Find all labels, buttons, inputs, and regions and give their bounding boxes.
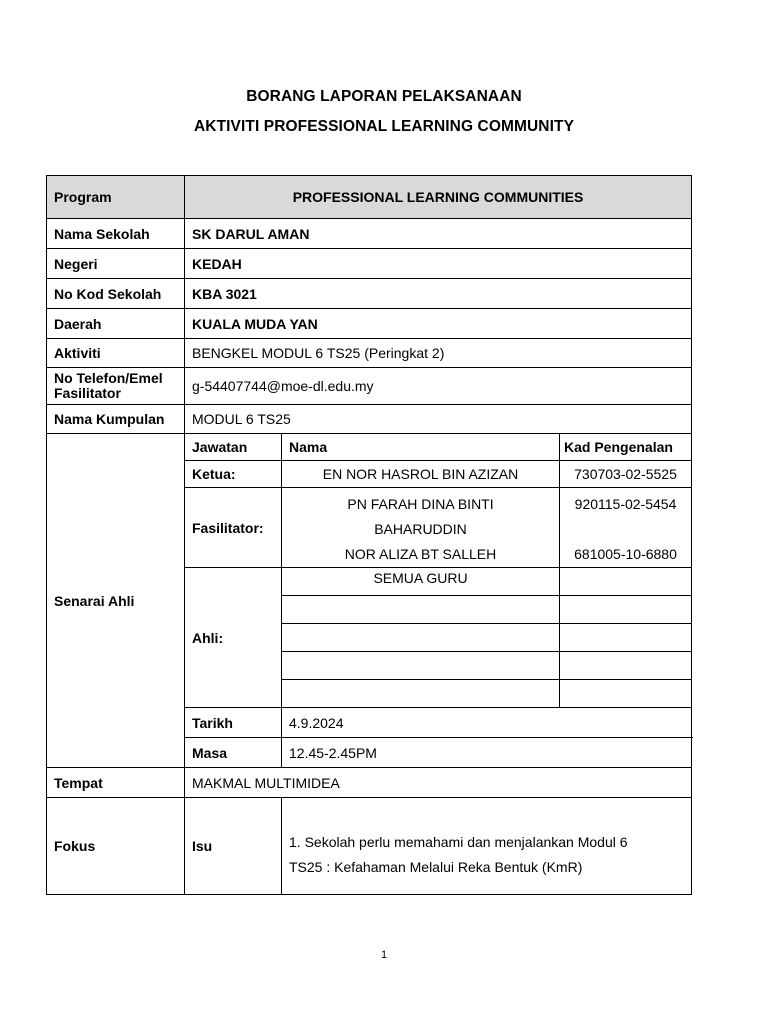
row-no-kod-sekolah [47,279,692,309]
fasilitator-role: Fasilitator: [185,488,282,568]
tarikh-label: Tarikh [185,708,282,738]
senarai-ahli-label: Senarai Ahli [47,434,185,768]
ahli-ic [560,568,692,596]
no-kod-sekolah-value: KBA 3021 [185,279,692,309]
daerah-value: KUALA MUDA YAN [185,309,692,339]
col-jawatan-header: Jawatan [185,434,282,461]
row-nama-kumpulan [47,405,692,434]
fokus-isu-text [282,798,692,895]
ahli-name: SEMUA GURU [282,568,560,596]
fokus-label: Fokus [47,798,185,895]
negeri-label: Negeri [47,249,185,279]
program-value: PROFESSIONAL LEARNING COMMUNITIES [185,176,692,219]
form-subtitle: AKTIVITI PROFESSIONAL LEARNING COMMUNITY [193,118,575,135]
nama-sekolah-label: Nama Sekolah [47,219,185,249]
ahli-ic-empty [560,624,692,652]
tarikh-value: 4.9.2024 [282,708,692,738]
ketua-ic: 730703-02-5525 [560,461,692,488]
no-kod-sekolah-label: No Kod Sekolah [47,279,185,309]
fasilitator-name1-line2: BAHARUDDIN [374,521,467,537]
program-label: Program [47,176,185,219]
masa-label: Masa [185,738,282,768]
aktiviti-label: Aktiviti [47,339,185,368]
ahli-role: Ahli: [185,568,282,708]
ahli-name-empty [282,596,560,624]
fasilitator-name1-line1: PN FARAH DINA BINTI [347,496,494,512]
nama-kumpulan-label: Nama Kumpulan [47,405,185,434]
ahli-name-empty [282,680,560,708]
masa-value: 12.45-2.45PM [282,738,692,768]
report-form-table [46,175,692,895]
row-fokus [47,798,692,895]
aktiviti-value: BENGKEL MODUL 6 TS25 (Peringkat 2) [185,339,692,368]
fasilitator-names [282,488,560,568]
row-tempat [47,768,692,798]
fokus-isu-label: Isu [185,798,282,895]
telefon-value: g-54407744@moe-dl.edu.my [185,368,692,405]
negeri-value: KEDAH [185,249,692,279]
ketua-role: Ketua: [185,461,282,488]
col-kad-header: Kad Pengenalan [560,434,692,461]
fasilitator-ics [560,488,692,568]
row-nama-sekolah [47,219,692,249]
fasilitator-name2: NOR ALIZA BT SALLEH [344,546,497,562]
daerah-label: Daerah [47,309,185,339]
row-aktiviti [47,339,692,368]
fokus-text-line1: 1. Sekolah perlu memahami dan menjalankan Modul 6 [289,834,628,850]
fokus-text-line2: TS25 : Kefahaman Melalui Reka Bentuk (KmR) [289,859,583,875]
row-negeri [47,249,692,279]
telefon-label [47,368,185,405]
fasilitator-ic1: 920115-02-5454 [574,496,677,512]
page-number: 1 [380,949,388,961]
members-header-row [47,434,692,461]
tempat-value: MAKMAL MULTIMIDEA [185,768,692,798]
ahli-ic-empty [560,680,692,708]
telefon-label-line2: Fasilitator [54,385,121,401]
tempat-label: Tempat [47,768,185,798]
row-daerah [47,309,692,339]
ahli-name-empty [282,652,560,680]
fasilitator-ic2: 681005-10-6880 [574,546,677,562]
nama-sekolah-value: SK DARUL AMAN [185,219,692,249]
ahli-name-empty [282,624,560,652]
row-program [47,176,692,219]
form-title: BORANG LAPORAN PELAKSANAAN [246,88,522,105]
ahli-ic-empty [560,596,692,624]
row-telefon [47,368,692,405]
telefon-label-line1: No Telefon/Emel [54,370,163,386]
ketua-name: EN NOR HASROL BIN AZIZAN [282,461,560,488]
nama-kumpulan-value: MODUL 6 TS25 [185,405,692,434]
col-nama-header: Nama [282,434,560,461]
ahli-ic-empty [560,652,692,680]
